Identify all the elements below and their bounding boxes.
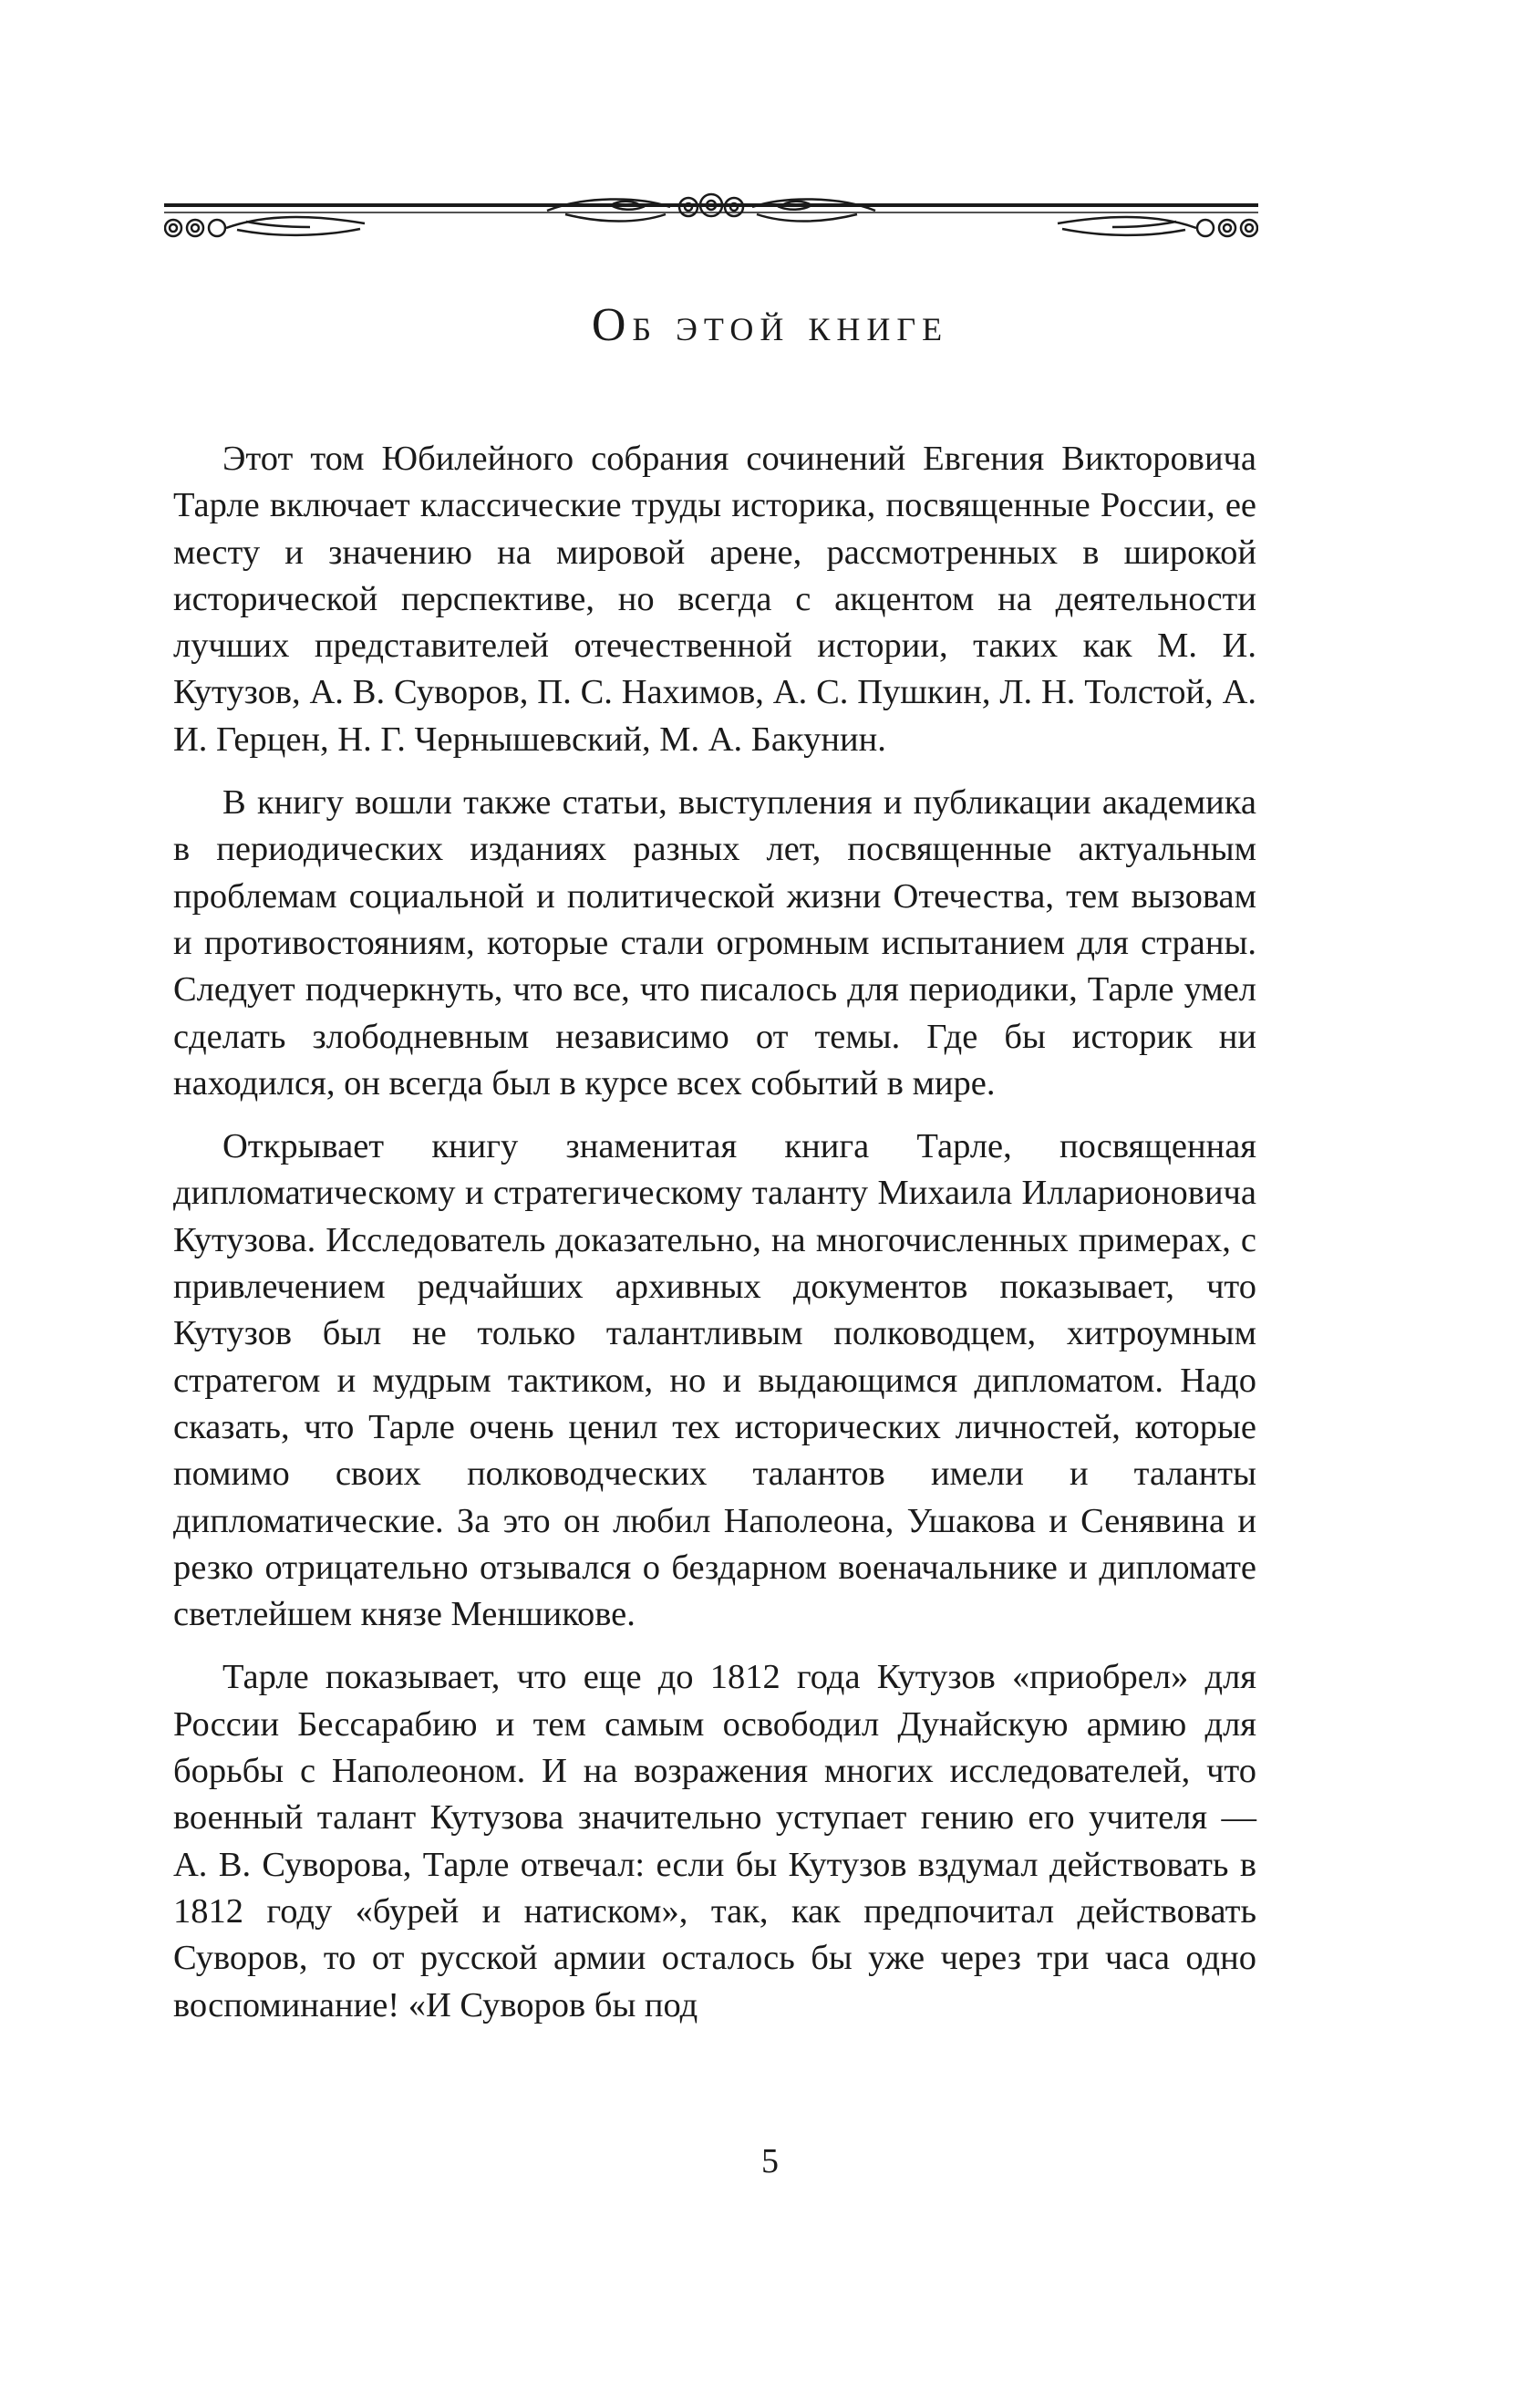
page-title: Об этой книге [591,299,949,351]
header-ornament-icon [164,187,1258,260]
page-number: 5 [761,2142,779,2180]
paragraph: Тарле показывает, что еще до 1812 года Кутузов «приобрел» для России Бессарабию и тем самым освободил Дунайскую армию для борьбы с Наполеоном. И на возражения многих исследователей, что военный талант Кутузова значительно уступает гению его учителя — А. В. Суворова, Тарле отвечал: если бы Кутузов вздумал действовать в 1812 году «бурей и натиском», так, как предпочитал действовать Суворов, то от русской армии осталось бы уже через три часа одно воспоминание! «И Суворов бы под [173,1658,1256,2024]
paragraph: Этот том Юбилейного собрания сочинений Евгения Викторовича Тарле включает классические труды историка, посвященные России, ее месту и значению на мировой арене, рассмотренных в широкой исторической перспективе, но всегда с акцентом на деятельности лучших представителей отечественной истории, таких как М. И. Кутузов, А. В. Суворов, П. С. Нахимов, А. С. Пушкин, Л. Н. Толстой, А. И. Герцен, Н. Г. Чернышевский, М. А. Бакунин. [173,440,1256,759]
paragraph: В книгу вошли также статьи, выступления и публикации академика в периодических изданиях разных лет, посвященные актуальным проблемам социальной и политической жизни Отечества, тем вызовам и противостояниям, которые стали огромным испытанием для страны. Следует подчеркнуть, что все, что писалось для периодики, Тарле умел сделать злободневным независимо от темы. Где бы историк ни находился, он всегда был в курсе всех событий в мире. [173,783,1256,1103]
paragraph: Открывает книгу знаменитая книга Тарле, посвященная дипломатическому и стратегическому таланту Михаила Илларионовича Кутузова. Исследователь доказательно, на многочисленных примерах, с привлечением редчайших архивных документов показывает, что Кутузов был не только талантливым полководцем, хитроумным стратегом и мудрым тактиком, но и выдающимся дипломатом. Надо сказать, что Тарле очень ценил тех исторических личностей, которые помимо своих полководческих талантов имели и таланты дипломатические. За это он любил Наполеона, Ушакова и Сенявина и резко отрицательно отзывался о бездарном военачальнике и дипломате светлейшем князе Меншикове. [173,1127,1256,1634]
body-text [173,436,1256,2045]
